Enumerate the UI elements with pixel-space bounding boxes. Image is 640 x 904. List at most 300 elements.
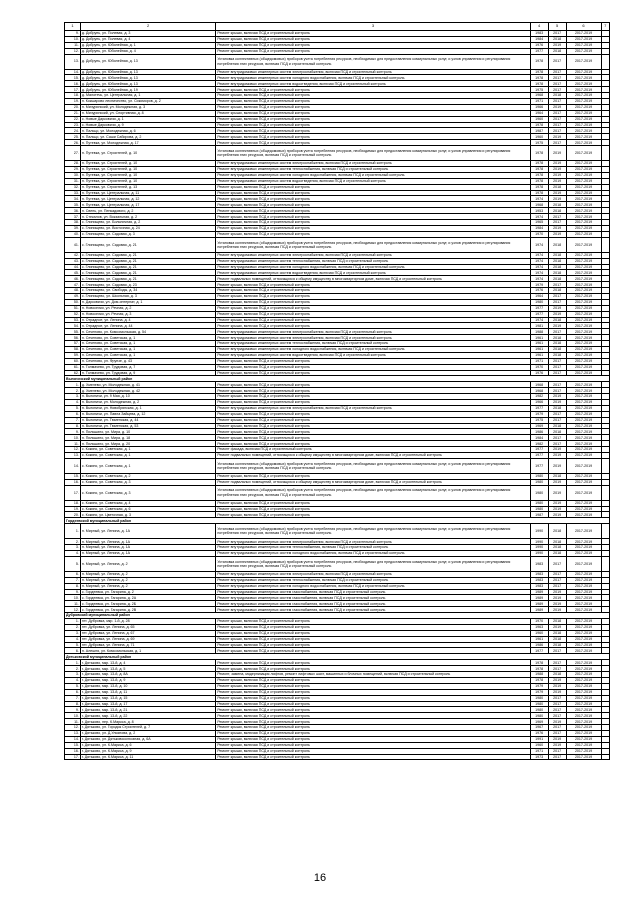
row-number: 57. <box>65 341 81 347</box>
row-number: 11. <box>65 441 81 447</box>
period-cell: 2017-2019 <box>566 311 601 317</box>
period-cell: 2017-2019 <box>566 140 601 146</box>
row-number: 14. <box>65 736 81 742</box>
plan-year-cell: 2018 <box>548 317 566 323</box>
row-number: 58. <box>65 346 81 352</box>
row-number: 24. <box>65 128 81 134</box>
period-cell: 2017-2019 <box>566 405 601 411</box>
period-cell: 2017-2019 <box>566 231 601 237</box>
work-type-cell: Ремонт крыши, включая ПСД и строительный контроль <box>216 423 530 429</box>
row-number: 11. <box>65 719 81 725</box>
plan-year-cell: 2019 <box>548 595 566 601</box>
period-cell: 2017-2019 <box>566 288 601 294</box>
work-type-cell: Ремонт внутридомовых инженерных систем холодного водоснабжения, включая ПСД и строительный контроль <box>216 172 530 178</box>
row-number: 26. <box>65 140 81 146</box>
plan-year-cell: 2017 <box>548 358 566 364</box>
row-number: 2. <box>65 666 81 672</box>
build-year-cell: 1989 <box>530 595 548 601</box>
plan-year-cell: 2017 <box>548 435 566 441</box>
plan-year-cell: 2019 <box>548 607 566 613</box>
row-number: 2. <box>65 624 81 630</box>
build-year-cell: 1976 <box>530 730 548 736</box>
row-number: 8. <box>65 583 81 589</box>
period-cell: 2017-2019 <box>566 435 601 441</box>
work-type-cell: Ремонт крыши, включая ПСД и строительный контроль <box>216 202 530 208</box>
work-type-cell: Ремонт внутридомовых инженерных систем холодного водоснабжения, включая ПСД и строительный контроль <box>216 75 530 81</box>
address-cell: пгт. Дубровка, ул. Ленина, д. 69 <box>80 636 215 642</box>
work-type-cell: Ремонт крыши, включая ПСД и строительный контроль <box>216 388 530 394</box>
row-number: 53. <box>65 317 81 323</box>
work-type-cell: Ремонт крыши, включая ПСД и строительный контроль <box>216 140 530 146</box>
period-cell: 2017-2019 <box>566 93 601 99</box>
build-year-cell: 1960 <box>530 134 548 140</box>
plan-year-cell: 2018 <box>548 423 566 429</box>
row-number: 10. <box>65 36 81 42</box>
work-type-cell: Ремонт крыши, включая ПСД и строительный контроль <box>216 417 530 423</box>
plan-year-cell: 2018 <box>548 270 566 276</box>
row-number: 18. <box>65 500 81 506</box>
plan-year-cell: 2017 <box>548 140 566 146</box>
plan-year-cell: 2018 <box>548 237 566 252</box>
plan-year-cell: 2018 <box>548 524 566 539</box>
section-title: Выгоничский муниципальный район <box>65 376 610 382</box>
address-cell: д. Добрунь, ул. Полевая, д. 4 <box>80 36 215 42</box>
work-type-cell: Ремонт крыши, включая ПСД и строительный контроль <box>216 736 530 742</box>
blank-cell <box>601 237 610 252</box>
build-year-cell: 1980 <box>530 479 548 485</box>
work-type-cell: Ремонт крыши, включая ПСД и строительный контроль <box>216 725 530 731</box>
build-year-cell: 1983 <box>530 31 548 37</box>
work-type-cell: Ремонт внутридомовых инженерных систем теплоснабжения, включая ПСД и строительный контроль <box>216 167 530 173</box>
build-year-cell: 1978 <box>530 184 548 190</box>
row-number: 48. <box>65 288 81 294</box>
work-type-cell: Установка коллективных (общедомовых) приборов учета потребления ресурсов, необходимых для предоставления коммунальных услуг, и узлов управления и регулирования потребления этих ресурсов, включая ПСД и строительный контроль <box>216 237 530 252</box>
plan-year-cell: 2017 <box>548 660 566 666</box>
row-number: 25. <box>65 134 81 140</box>
work-type-cell: Ремонт внутридомовых инженерных систем холодного водоснабжения, включая ПСД и строительный контроль <box>216 583 530 589</box>
address-cell: п. Путевка, ул. Строителей, д. 13 <box>80 184 215 190</box>
address-cell: с. Кокино, ул. Советская, д. 2 <box>80 473 215 479</box>
build-year-cell: 1979 <box>530 683 548 689</box>
plan-year-cell: 2017 <box>548 577 566 583</box>
row-number: 56. <box>65 335 81 341</box>
work-type-cell: Ремонт крыши, включая ПСД и строительный контроль <box>216 624 530 630</box>
period-cell: 2017-2019 <box>566 172 601 178</box>
plan-year-cell: 2019 <box>548 485 566 500</box>
period-cell: 2017-2019 <box>566 677 601 683</box>
row-number: 44. <box>65 264 81 270</box>
row-number: 11. <box>65 601 81 607</box>
address-cell: с. Кокино, ул. Цветочная, д. 3 <box>80 512 215 518</box>
row-number: 16. <box>65 479 81 485</box>
build-year-cell: 1990 <box>530 551 548 557</box>
period-cell: 2017-2019 <box>566 214 601 220</box>
plan-year-cell: 2017 <box>548 411 566 417</box>
address-cell: п. Путевка, ул. Центральная, д. 12 <box>80 196 215 202</box>
work-type-cell: Ремонт внутридомовых инженерных систем водоотведения, включая ПСД и строительный контроль <box>216 352 530 358</box>
period-cell: 2017-2019 <box>566 660 601 666</box>
build-year-cell: 1978 <box>530 146 548 161</box>
work-type-cell: Ремонт крыши, включая ПСД и строительный контроль <box>216 220 530 226</box>
address-cell: п. Стекалов, ул. Вокзальная, д. 2 <box>80 214 215 220</box>
period-cell: 2017-2019 <box>566 104 601 110</box>
build-year-cell: 1980 <box>530 701 548 707</box>
period-cell: 2017-2019 <box>566 624 601 630</box>
build-year-cell: 1967 <box>530 725 548 731</box>
header-cell-6: 6 <box>566 23 601 31</box>
address-cell: п. Мирный, ул. Ленина, д. 1А <box>80 551 215 557</box>
build-year-cell: 1969 <box>530 423 548 429</box>
address-cell: д. Добрунь, ул. Юбилейная, д. 1 <box>80 42 215 48</box>
address-cell: п. Мирный, ул. Ленина, д. 1А <box>80 524 215 539</box>
row-number: 3. <box>65 545 81 551</box>
address-cell: с. Глинищево, ул. Садовая, д. 21 <box>80 276 215 282</box>
period-cell: 2017-2019 <box>566 399 601 405</box>
period-cell: 2017-2019 <box>566 441 601 447</box>
period-cell: 2017-2019 <box>566 701 601 707</box>
period-cell: 2017-2019 <box>566 512 601 518</box>
period-cell: 2017-2019 <box>566 370 601 376</box>
address-cell: с. Глинищево, ул. Садовая, д. 21 <box>80 264 215 270</box>
plan-year-cell: 2018 <box>548 264 566 270</box>
build-year-cell: 1978 <box>530 167 548 173</box>
period-cell: 2017-2019 <box>566 730 601 736</box>
plan-year-cell: 2017 <box>548 701 566 707</box>
table-row <box>65 754 610 760</box>
period-cell: 2017-2019 <box>566 116 601 122</box>
plan-year-cell: 2019 <box>548 479 566 485</box>
build-year-cell: 1980 <box>530 707 548 713</box>
plan-year-cell: 2019 <box>548 447 566 453</box>
plan-year-cell: 2019 <box>548 677 566 683</box>
address-cell: с. Глинищево, ул. Садовая, д. 21 <box>80 237 215 252</box>
period-cell: 2017-2019 <box>566 666 601 672</box>
row-number: 11. <box>65 42 81 48</box>
address-cell: п. Мирный, ул. Ленина, д. 2 <box>80 583 215 589</box>
row-number: 1. <box>65 524 81 539</box>
work-type-cell: Ремонт крыши, включая ПСД и строительный контроль <box>216 719 530 725</box>
address-cell: п. Путевка, ул. Строителей, д. 10 <box>80 178 215 184</box>
row-number: 45. <box>65 270 81 276</box>
row-number: 29. <box>65 167 81 173</box>
period-cell: 2017-2019 <box>566 208 601 214</box>
work-type-cell: Установка коллективных (общедомовых) приборов учета потребления ресурсов, необходимых для предоставления коммунальных услуг, и узлов управления и регулирования потребления этих ресурсов, включая ПСД и строительный контроль <box>216 54 530 69</box>
work-type-cell: Ремонт внутридомовых инженерных систем электроснабжения, включая ПСД и строительный контроль <box>216 335 530 341</box>
period-cell: 2017-2019 <box>566 358 601 364</box>
row-number: 16. <box>65 748 81 754</box>
build-year-cell: 1970 <box>530 364 548 370</box>
header-cell-7: 7 <box>601 23 610 31</box>
address-cell: п. Кокшарово лесничество, ул. Сикоморов, д. 2 <box>80 99 215 105</box>
work-type-cell: Ремонт крыши, включая ПСД и строительный контроль <box>216 636 530 642</box>
period-cell: 2017-2019 <box>566 178 601 184</box>
address-cell: г. Дятьково, ул. К.Маркса, д. 11 <box>80 754 215 760</box>
build-year-cell: 1980 <box>530 713 548 719</box>
build-year-cell: 1980 <box>530 506 548 512</box>
address-cell: г. Дятьково, мкр. 13-й, д. 4 <box>80 660 215 666</box>
row-number: 10. <box>65 595 81 601</box>
work-type-cell: Ремонт внутридомовых инженерных систем электроснабжения, включая ПСД и строительный контроль <box>216 405 530 411</box>
work-type-cell: Ремонт крыши, включая ПСД и строительный контроль <box>216 630 530 636</box>
row-number: 14. <box>65 69 81 75</box>
build-year-cell: 1974 <box>530 214 548 220</box>
address-cell: п. Сеченово, ул. Фрунзе, д. 43 <box>80 358 215 364</box>
row-number: 19. <box>65 506 81 512</box>
period-cell: 2017-2019 <box>566 36 601 42</box>
address-cell: с. Гордеевка, ул. Гагарина, д. 2А <box>80 595 215 601</box>
address-cell: д. Добрунь, ул. Полевая, д. 3 <box>80 31 215 37</box>
row-number: 55. <box>65 329 81 335</box>
address-cell: п. Пильшино, ул. Мира, д. 20 <box>80 441 215 447</box>
address-cell: с. Кокино, ул. Советская, д. 3 <box>80 485 215 500</box>
row-number: 21. <box>65 110 81 116</box>
period-cell: 2017-2019 <box>566 453 601 459</box>
build-year-cell: 1977 <box>530 447 548 453</box>
plan-year-cell: 2018 <box>548 672 566 678</box>
address-cell: д. Хмелево, ул. Молодежная, д. 41 <box>80 382 215 388</box>
plan-year-cell: 2019 <box>548 104 566 110</box>
work-type-cell: Ремонт крыши, включая ПСД и строительный контроль <box>216 683 530 689</box>
address-cell: д. Малотечь, ул. Центральная, д. 1 <box>80 93 215 99</box>
plan-year-cell: 2019 <box>548 161 566 167</box>
address-cell: с. Глинищево, ул. Школьная, д. 3 <box>80 293 215 299</box>
row-number: 9. <box>65 429 81 435</box>
address-cell: п. Дарковичи, ул. Дом-интернат, д. 1 <box>80 299 215 305</box>
row-number: 10. <box>65 713 81 719</box>
work-type-cell: Ремонт крыши, включая ПСД и строительный контроль <box>216 707 530 713</box>
period-cell: 2017-2019 <box>566 346 601 352</box>
work-type-cell: Ремонт крыши, включая ПСД и строительный контроль <box>216 110 530 116</box>
work-type-cell: Ремонт крыши, включая ПСД и строительный контроль <box>216 411 530 417</box>
period-cell: 2017-2019 <box>566 411 601 417</box>
plan-year-cell: 2019 <box>548 190 566 196</box>
work-type-cell: Установка коллективных (общедомовых) приборов учета потребления ресурсов, необходимых для предоставления коммунальных услуг, и узлов управления и регулирования потребления этих ресурсов, включая ПСД и строительный контроль <box>216 556 530 571</box>
build-year-cell: 1978 <box>530 122 548 128</box>
work-type-cell: Ремонт внутридомовых инженерных систем теплоснабжения, включая ПСД и строительный контроль <box>216 545 530 551</box>
period-cell: 2017-2019 <box>566 184 601 190</box>
row-number: 12. <box>65 725 81 731</box>
row-number: 7. <box>65 417 81 423</box>
address-cell: г. Дятьково, мкр. 13-й, д. 10 <box>80 683 215 689</box>
build-year-cell: 1977 <box>530 405 548 411</box>
plan-year-cell: 2017 <box>548 730 566 736</box>
work-type-cell: Ремонт крыши, включая ПСД и строительный контроль <box>216 441 530 447</box>
address-cell: г. Дятьково, ул. Городок Строителей, д. 7 <box>80 725 215 731</box>
work-type-cell: Ремонт крыши, включая ПСД и строительный контроль <box>216 730 530 736</box>
work-type-cell: Ремонт внутридомовых инженерных систем теплоснабжения, включая ПСД и строительный контроль <box>216 258 530 264</box>
build-year-cell: 1961 <box>530 335 548 341</box>
plan-year-cell: 2018 <box>548 276 566 282</box>
row-number: 62. <box>65 370 81 376</box>
row-number: 47. <box>65 282 81 288</box>
address-cell: с. Гордеевка, ул. Гагарина, д. 2В <box>80 607 215 613</box>
period-cell: 2017-2019 <box>566 707 601 713</box>
period-cell: 2017-2019 <box>566 42 601 48</box>
build-year-cell: 1988 <box>530 672 548 678</box>
blank-cell <box>601 524 610 539</box>
table-row <box>65 458 610 473</box>
address-cell: п. Сеченово, ул. Советская, д. 1 <box>80 346 215 352</box>
work-type-cell: Ремонт крыши, включая ПСД и строительный контроль <box>216 394 530 400</box>
period-cell: 2017-2019 <box>566 719 601 725</box>
address-cell: п. Мирный, ул. Ленина, д. 2 <box>80 577 215 583</box>
address-cell: п. Новоселки, ул. Речная, д. 3 <box>80 311 215 317</box>
work-type-cell: Ремонт крыши, включая ПСД и строительный контроль <box>216 293 530 299</box>
work-type-cell: Ремонт крыши, включая ПСД и строительный контроль <box>216 305 530 311</box>
plan-year-cell: 2019 <box>548 231 566 237</box>
period-cell: 2017-2019 <box>566 128 601 134</box>
work-type-cell: Ремонт внутридомовых инженерных систем газоснабжения, включая ПСД и строительный контроль <box>216 589 530 595</box>
header-cell-2: 2 <box>80 23 215 31</box>
period-cell: 2017-2019 <box>566 202 601 208</box>
header-cell-1: 1 <box>65 23 81 31</box>
work-type-cell: Установка коллективных (общедомовых) приборов учета потребления ресурсов, необходимых для предоставления коммунальных услуг, и узлов управления и регулирования потребления этих ресурсов, включая ПСД и строительный контроль <box>216 524 530 539</box>
row-number: 12. <box>65 607 81 613</box>
work-type-cell: Ремонт крыши, включая ПСД и строительный контроль <box>216 435 530 441</box>
work-type-cell: Ремонт крыши, включая ПСД и строительный контроль <box>216 748 530 754</box>
plan-year-cell: 2018 <box>548 335 566 341</box>
address-cell: д. Добрунь, ул. Юбилейная, д. 13 <box>80 75 215 81</box>
header-row <box>65 23 610 31</box>
work-type-cell: Ремонт внутридомовых инженерных систем теплоснабжения, включая ПСД и строительный контроль <box>216 577 530 583</box>
address-cell: с. Новые Дарковичи, д. 1 <box>80 116 215 122</box>
row-number: 20. <box>65 104 81 110</box>
period-cell: 2017-2019 <box>566 237 601 252</box>
work-type-cell: Ремонт фасада, включая ПСД и строительный контроль <box>216 447 530 453</box>
row-number: 5. <box>65 405 81 411</box>
row-number: 5. <box>65 683 81 689</box>
row-number: 49. <box>65 293 81 299</box>
plan-year-cell: 2018 <box>548 636 566 642</box>
address-cell: п. Мирный, ул. Ленина, д. 1А <box>80 539 215 545</box>
build-year-cell: 1984 <box>530 225 548 231</box>
address-cell: п. Путевка, ул. Строителей, д. 10 <box>80 146 215 161</box>
row-number: 15. <box>65 742 81 748</box>
plan-year-cell: 2017 <box>548 122 566 128</box>
plan-year-cell: 2017 <box>548 713 566 719</box>
address-cell: с. Кокино, ул. Советская, д. 6 <box>80 506 215 512</box>
table-row <box>65 54 610 69</box>
row-number: 59. <box>65 352 81 358</box>
address-cell: п. Мирный, ул. Ленина, д. 2 <box>80 556 215 571</box>
work-type-cell: Ремонт внутридомовых инженерных систем электроснабжения, включая ПСД и строительный контроль <box>216 539 530 545</box>
work-type-cell: Ремонт крыши, включая ПСД и строительный контроль <box>216 87 530 93</box>
period-cell: 2017-2019 <box>566 352 601 358</box>
row-number: 38. <box>65 220 81 226</box>
period-cell: 2017-2019 <box>566 423 601 429</box>
work-type-cell: Ремонт крыши, включая ПСД и строительный контроль <box>216 36 530 42</box>
period-cell: 2017-2019 <box>566 388 601 394</box>
build-year-cell: 1978 <box>530 172 548 178</box>
plan-year-cell: 2019 <box>548 453 566 459</box>
plan-year-cell: 2017 <box>548 69 566 75</box>
period-cell: 2017-2019 <box>566 689 601 695</box>
work-type-cell: Ремонт крыши, включая ПСД и строительный контроль <box>216 299 530 305</box>
address-cell: г. Дятьково, ул. Дятьковоколхозная, д. 6А <box>80 736 215 742</box>
row-number: 15. <box>65 75 81 81</box>
plan-year-cell: 2018 <box>548 619 566 625</box>
period-cell: 2017-2019 <box>566 317 601 323</box>
plan-year-cell: 2017 <box>548 329 566 335</box>
work-type-cell: Ремонт крыши, включая ПСД и строительный контроль <box>216 666 530 672</box>
plan-year-cell: 2018 <box>548 341 566 347</box>
plan-year-cell: 2017 <box>548 571 566 577</box>
build-year-cell: 1968 <box>530 93 548 99</box>
plan-year-cell: 2017 <box>548 754 566 760</box>
table-row <box>65 237 610 252</box>
period-cell: 2017-2019 <box>566 54 601 69</box>
period-cell: 2017-2019 <box>566 87 601 93</box>
row-number: 34. <box>65 196 81 202</box>
plan-year-cell: 2019 <box>548 146 566 161</box>
period-cell: 2017-2019 <box>566 335 601 341</box>
build-year-cell: 1978 <box>530 161 548 167</box>
plan-year-cell: 2017 <box>548 370 566 376</box>
plan-year-cell: 2017 <box>548 116 566 122</box>
build-year-cell: 1968 <box>530 202 548 208</box>
plan-year-cell: 2017 <box>548 299 566 305</box>
period-cell: 2017-2019 <box>566 299 601 305</box>
section-title: Гордеевский муниципальный район <box>65 518 610 524</box>
row-number: 31. <box>65 178 81 184</box>
plan-year-cell: 2017 <box>548 441 566 447</box>
plan-year-cell: 2018 <box>548 352 566 358</box>
work-type-cell: Ремонт крыши, включая ПСД и строительный контроль <box>216 317 530 323</box>
address-cell: п. Мирный, ул. Ленина, д. 1А <box>80 545 215 551</box>
period-cell: 2017-2019 <box>566 589 601 595</box>
row-number: 6. <box>65 411 81 417</box>
build-year-cell: 1966 <box>530 399 548 405</box>
plan-year-cell: 2019 <box>548 196 566 202</box>
address-cell: с. Глинищево, ул. Восточная, д. 24 <box>80 225 215 231</box>
work-type-cell: Ремонт крыши, включая ПСД и строительный контроль <box>216 754 530 760</box>
period-cell: 2017-2019 <box>566 394 601 400</box>
row-number: 13. <box>65 54 81 69</box>
build-year-cell: 1965 <box>530 220 548 226</box>
blank-cell <box>601 485 610 500</box>
row-number: 8. <box>65 423 81 429</box>
address-cell: пгт. Дубровка, ул. Ленина, д. 67 <box>80 630 215 636</box>
build-year-cell: 1987 <box>530 512 548 518</box>
plan-year-cell: 2017 <box>548 417 566 423</box>
build-year-cell: 1960 <box>530 742 548 748</box>
row-number: 7. <box>65 577 81 583</box>
address-cell: с. Глинищево, ул. Садовая, д. 21 <box>80 252 215 258</box>
period-cell: 2017-2019 <box>566 636 601 642</box>
work-type-cell: Ремонт крыши, включая ПСД и строительный контроль <box>216 473 530 479</box>
build-year-cell: 1990 <box>530 539 548 545</box>
work-type-cell: Ремонт крыши, включая ПСД и строительный контроль <box>216 214 530 220</box>
blank-cell <box>601 556 610 571</box>
plan-year-cell: 2017 <box>548 87 566 93</box>
build-year-cell: 1991 <box>530 736 548 742</box>
period-cell: 2017-2019 <box>566 293 601 299</box>
build-year-cell: 1964 <box>530 110 548 116</box>
row-number: 15. <box>65 473 81 479</box>
address-cell: г. Дятьково, мкр. 13-й, д. 9 <box>80 677 215 683</box>
plan-year-cell: 2017 <box>548 748 566 754</box>
period-cell: 2017-2019 <box>566 81 601 87</box>
work-type-cell: Ремонт крыши, включая ПСД и строительный контроль <box>216 196 530 202</box>
build-year-cell: 1974 <box>530 264 548 270</box>
plan-year-cell: 2018 <box>548 288 566 294</box>
row-number: 5. <box>65 642 81 648</box>
build-year-cell: 1968 <box>530 382 548 388</box>
work-type-cell: Ремонт внутридомовых инженерных систем электроснабжения, включая ПСД и строительный контроль <box>216 571 530 577</box>
plan-year-cell: 2019 <box>548 500 566 506</box>
build-year-cell: 1977 <box>530 453 548 459</box>
work-type-cell: Ремонт, замена, модернизация лифтов, ремонт лифтовых шахт, машинных и блочных помещений, включая ПСД и строительный контроль <box>216 672 530 678</box>
